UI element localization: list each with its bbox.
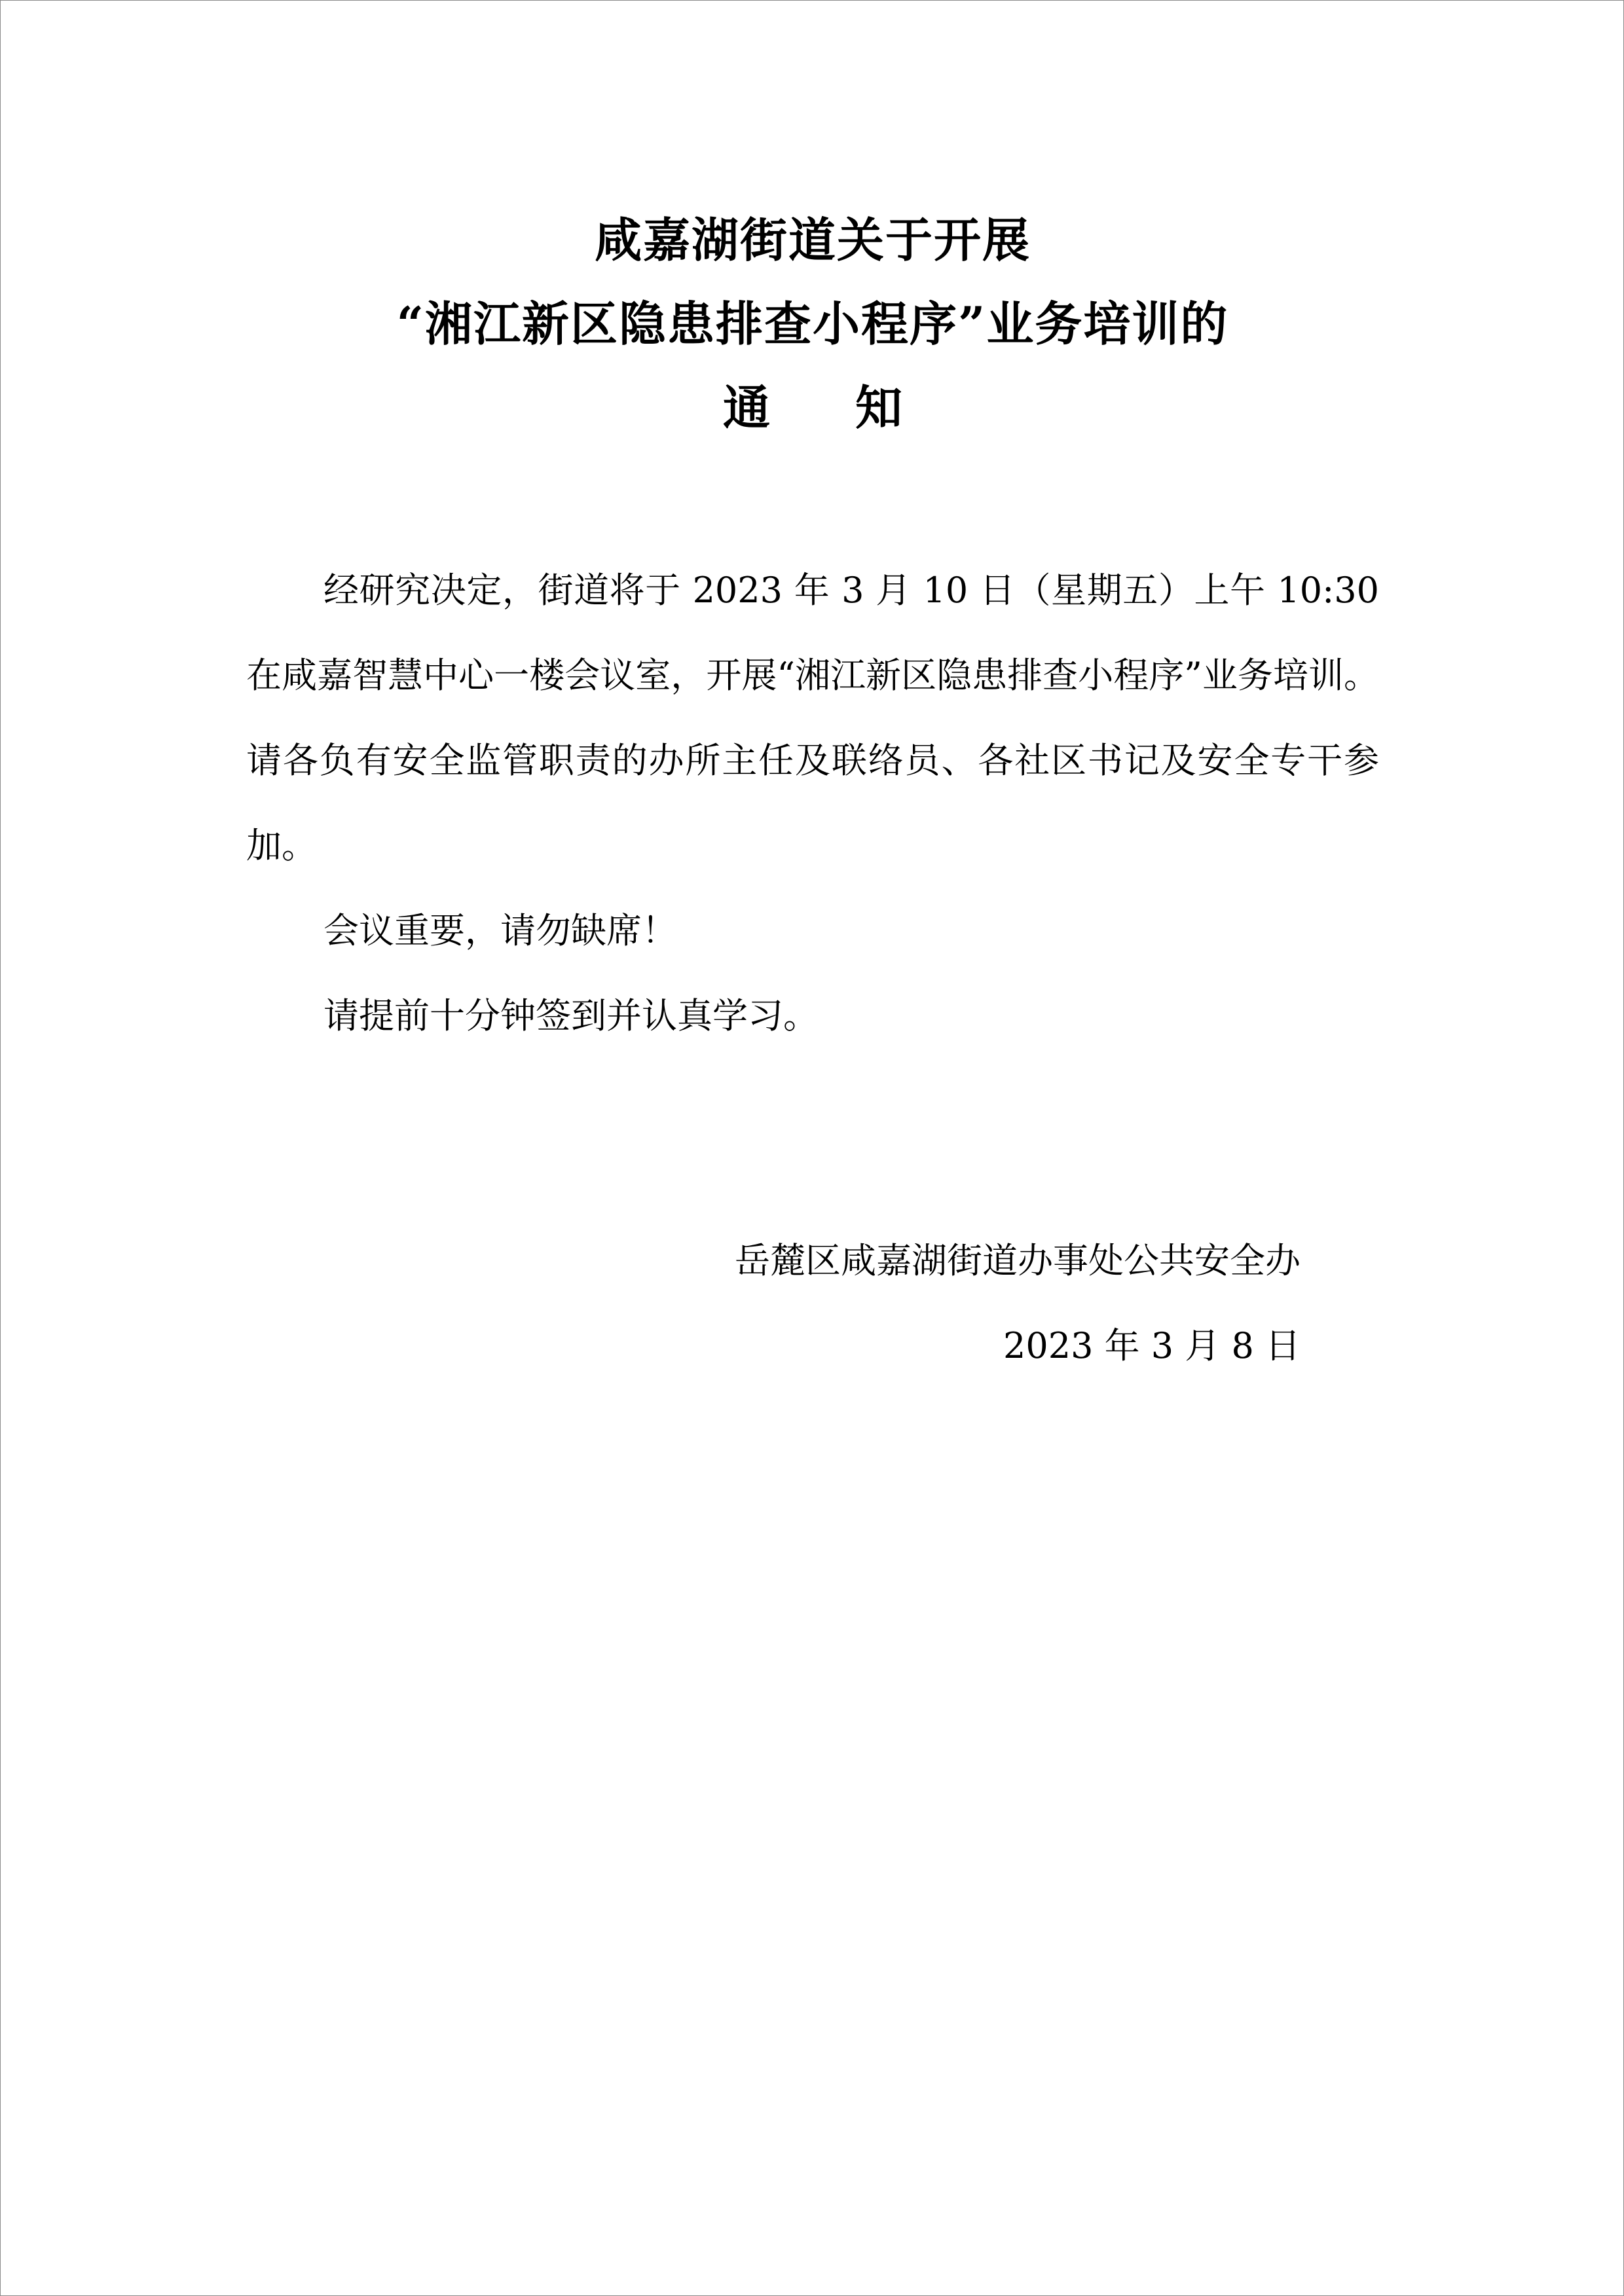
title-line-2: “湘江新区隐患排查小程序”业务培训的 [396,296,1229,352]
body-paragraph-2: 会议重要，请勿缺席！ [323,910,677,951]
title-char-zhi: 知 [855,380,903,435]
signature-date: 2023 年 3 月 8 日 [1003,1325,1301,1366]
body-paragraph-1: 经研究决定，街道将于 2023 年 3 月 10 日（星期五）上午 10:30 在咸嘉智慧中心一楼会议室，开展“湘江新区隐患排查小程序”业务培训。请各负有安全监管职责的办所主任及联络员、各社区书记及安全专干参加。 [246,570,1379,866]
title-line-3 [1,375,1624,441]
title-line-1: 咸嘉湖街道关于开展 [594,212,1031,268]
title-char-tong: 通 [722,380,770,435]
signature-organization: 岳麓区咸嘉湖街道办事处公共安全办 [735,1240,1301,1281]
body-paragraph-3: 请提前十分钟签到并认真学习。 [323,995,819,1036]
